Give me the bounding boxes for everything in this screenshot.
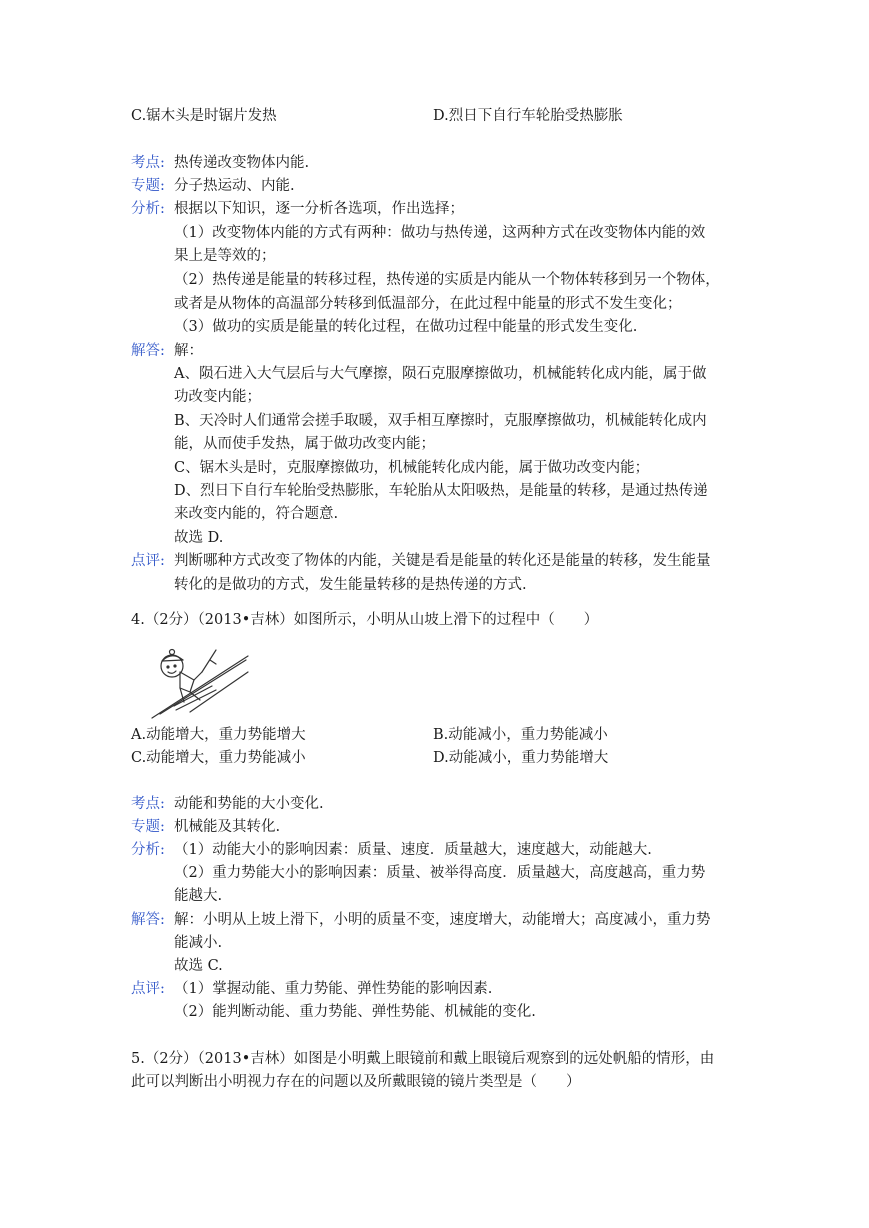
q4-jieda-line: 解：小明从上坡上滑下，小明的质量不变，速度增大，动能增大；高度减小，重力势 <box>174 912 711 928</box>
q4-fenxi-line: 能越大. <box>174 888 223 904</box>
q3-jieda-line: 能，从而使手发热，属于做功改变内能； <box>174 436 435 452</box>
q3-dianping-label: 点评: <box>131 553 165 569</box>
q3-jieda-line: 功改变内能； <box>174 389 261 405</box>
q3-fenxi-line: 果上是等效的； <box>174 248 276 264</box>
skier-illustration <box>150 642 250 720</box>
q3-jieda-line: C、锯木头是时，克服摩擦做功，机械能转化成内能，属于做功改变内能； <box>174 460 650 476</box>
q3-kaodian: 热传递改变物体内能. <box>174 155 310 171</box>
q3-fenxi-line: 或者是从物体的高温部分转移到低温部分，在此过程中能量的形式不发生变化； <box>174 296 682 312</box>
q3-fenxi-line: 根据以下知识，逐一分析各选项，作出选择； <box>174 201 464 217</box>
q4-fenxi-line: （2）重力势能大小的影响因素：质量、被举得高度．质量越大，高度越高，重力势 <box>174 865 706 881</box>
q4-kaodian-label: 考点: <box>131 796 165 812</box>
q3-jieda-line: 来改变内能的，符合题意. <box>174 506 339 522</box>
q3-jieda-line: 故选 D. <box>174 530 224 546</box>
q3-fenxi-label: 分析: <box>131 201 165 217</box>
q4-option-a: A.动能增大，重力势能增大 <box>131 727 306 743</box>
q4-jieda-line: 能减小. <box>174 935 223 951</box>
q4-dianping-line: （2）能判断动能、重力势能、弹性势能、机械能的变化. <box>174 1004 536 1020</box>
q3-jieda-label: 解答: <box>131 343 165 359</box>
q4-zhuanti: 机械能及其转化. <box>174 819 281 835</box>
q3-jieda-line: 解： <box>174 343 203 359</box>
q4-jieda-label: 解答: <box>131 912 165 928</box>
q3-zhuanti-label: 专题: <box>131 178 165 194</box>
q3-jieda-line: D、烈日下自行车轮胎受热膨胀，车轮胎从太阳吸热，是能量的转移，是通过热传递 <box>174 483 708 499</box>
q4-fenxi-label: 分析: <box>131 842 165 858</box>
q4-jieda-line: 故选 C. <box>174 958 223 974</box>
q3-fenxi-line: （1）改变物体内能的方式有两种：做功与热传递，这两种方式在改变物体内能的效 <box>174 225 706 241</box>
q3-kaodian-label: 考点: <box>131 155 165 171</box>
q3-option-d: D.烈日下自行车轮胎受热膨胀 <box>433 108 623 124</box>
q4-stem: 4.（2分）（2013•吉林）如图所示，小明从山坡上滑下的过程中（ ） <box>131 612 599 628</box>
q3-fenxi-line: （2）热传递是能量的转移过程，热传递的实质是内能从一个物体转移到另一个物体， <box>174 272 720 288</box>
q3-zhuanti: 分子热运动、内能. <box>174 178 295 194</box>
q4-zhuanti-label: 专题: <box>131 819 165 835</box>
q4-option-b: B.动能减小，重力势能减小 <box>433 727 608 743</box>
q3-fenxi-line: （3）做功的实质是能量的转化过程，在做功过程中能量的形式发生变化. <box>174 319 638 335</box>
q3-dianping-line: 转化的是做功的方式，发生能量转移的是热传递的方式. <box>174 577 527 593</box>
q4-kaodian: 动能和势能的大小变化. <box>174 796 324 812</box>
q4-option-d: D.动能减小，重力势能增大 <box>433 750 609 766</box>
q3-option-c: C.锯木头是时锯片发热 <box>131 108 277 124</box>
q3-dianping-line: 判断哪种方式改变了物体的内能，关键是看是能量的转化还是能量的转移，发生能量 <box>174 553 711 569</box>
q4-dianping-label: 点评: <box>131 981 165 997</box>
q5-stem-line: 此可以判断出小明视力存在的问题以及所戴眼镜的镜片类型是（ ） <box>131 1074 581 1090</box>
q4-option-c: C.动能增大，重力势能减小 <box>131 750 306 766</box>
q4-dianping-line: （1）掌握动能、重力势能、弹性势能的影响因素. <box>174 981 493 997</box>
q5-stem-line: 5.（2分）（2013•吉林）如图是小明戴上眼镜前和戴上眼镜后观察到的远处帆船的情形，由 <box>131 1051 715 1067</box>
q3-jieda-line: A、陨石进入大气层后与大气摩擦，陨石克服摩擦做功，机械能转化成内能，属于做 <box>174 366 707 382</box>
q4-fenxi-line: （1）动能大小的影响因素：质量、速度．质量越大，速度越大，动能越大. <box>174 842 652 858</box>
q3-jieda-line: B、天冷时人们通常会搓手取暖，双手相互摩擦时，克服摩擦做功，机械能转化成内 <box>174 413 707 429</box>
